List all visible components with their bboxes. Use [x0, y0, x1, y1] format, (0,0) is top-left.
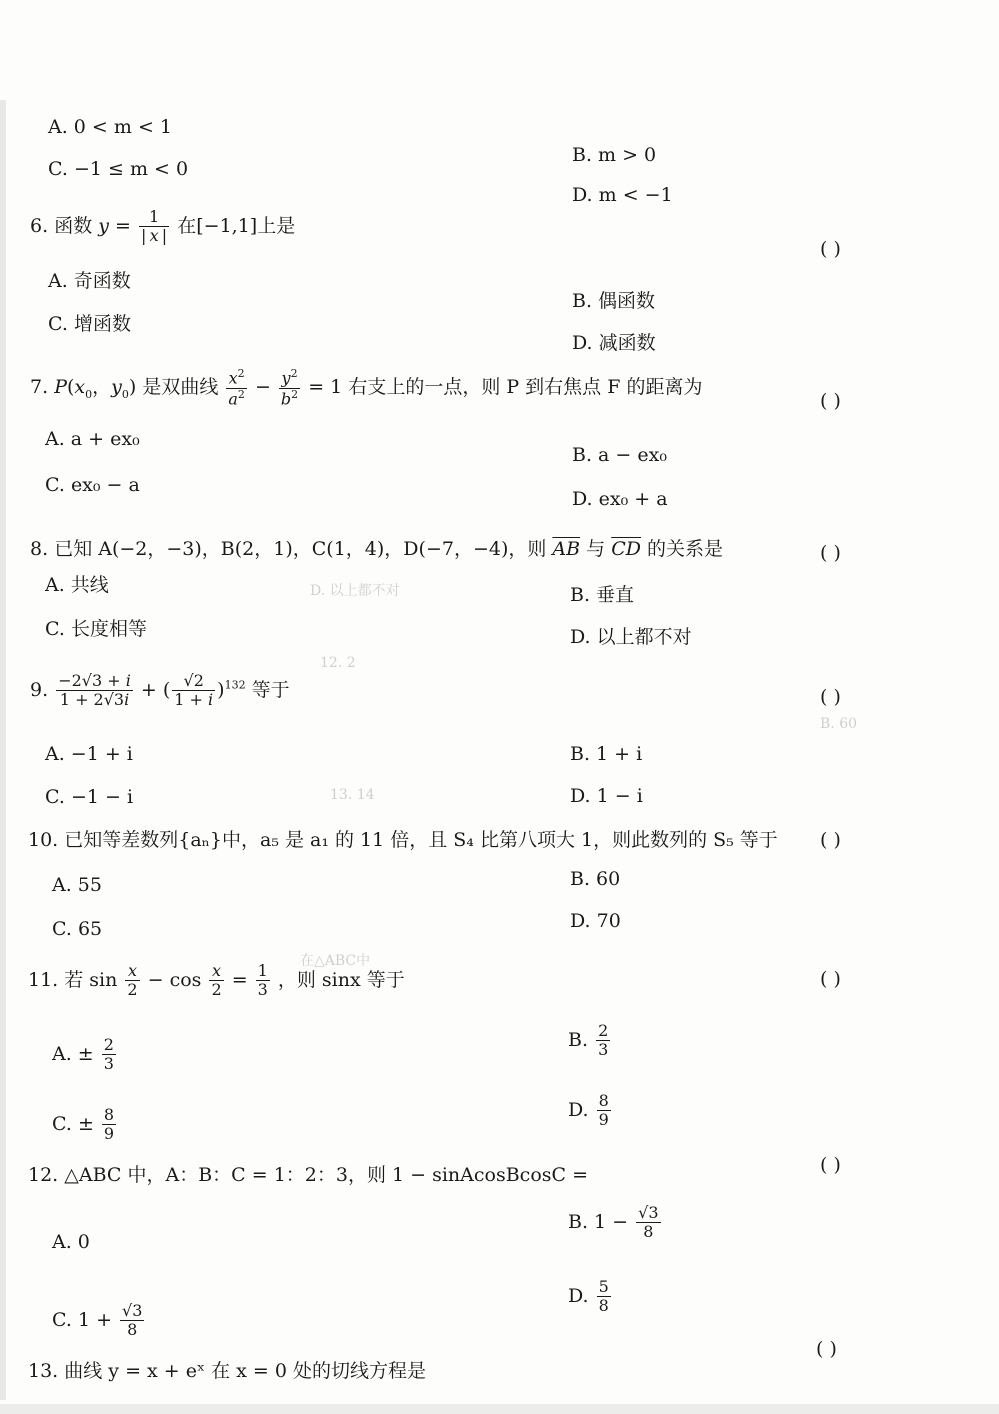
option-c[interactable]: C. 1 + $\frac{√3}{8}$	[52, 1301, 143, 1340]
answer-blank[interactable]: ( )	[820, 542, 841, 564]
answer-blank[interactable]: ( )	[820, 686, 841, 708]
stem: 已知 A(−2，−3)，B(2，1)，C(1，4)，D(−7，−4)，则	[54, 538, 547, 560]
fraction: $\frac{√2}{1 + i}$	[174, 671, 214, 710]
option-a[interactable]: A. ± $\frac{2}{3}$	[52, 1035, 114, 1074]
option-label: C. ±	[52, 1112, 94, 1135]
option-label: D.	[568, 1098, 589, 1121]
option-label: B.	[568, 1028, 589, 1051]
option-b[interactable]: B. 1 − $\frac{√3}{8}$	[568, 1203, 659, 1242]
option-b[interactable]: B. 60	[570, 868, 621, 890]
question-number: 9.	[30, 678, 49, 701]
question-11-stem: 11. 若 sin $\frac{x}{2}$ − cos $\frac{x}{2}$ = $\frac{1}{3}$ ，则 sinx 等于	[28, 961, 405, 1000]
question-number: 8.	[30, 538, 49, 560]
option-label: C. 1 +	[52, 1308, 112, 1331]
stem-post: 在[−1,1]上是	[177, 214, 296, 237]
answer-blank[interactable]: ( )	[816, 1338, 837, 1360]
question-number: 6.	[30, 214, 49, 237]
ghost-text: 在△ABC中	[300, 953, 371, 969]
option-c[interactable]: C. 长度相等	[45, 618, 147, 640]
option-d[interactable]: D. ex₀ + a	[572, 488, 668, 510]
question-number: 13.	[28, 1360, 59, 1382]
stem: 已知等差数列{aₙ}中，a₅ 是 a₁ 的 11 倍，且 S₄ 比第八项大 1，则此数列的 S₅ 等于	[64, 829, 778, 851]
question-10-stem	[28, 831, 778, 850]
ghost-text: B. 60	[820, 716, 858, 732]
option-a[interactable]: A. 共线	[45, 574, 109, 596]
option-b[interactable]: B. 垂直	[570, 584, 635, 606]
answer-blank[interactable]: ( )	[820, 968, 841, 990]
fraction: $\frac{y^2}{b^2}$	[280, 367, 299, 409]
option-label: A. ±	[52, 1042, 94, 1065]
question-7-stem: 7. $P(x_0$，$y_0$) 是双曲线 $\frac{x^2}{a^2}$ − $\frac{y^2}{b^2}$ = 1 右支上的一点，则 P 到右焦点 F 的距离为	[30, 367, 703, 409]
option-c[interactable]: C. −1 ≤ m < 0	[48, 158, 189, 180]
question-number: 7.	[30, 376, 49, 399]
question-number: 12.	[28, 1164, 59, 1186]
option-d[interactable]: D. $\frac{8}{9}$	[568, 1091, 609, 1130]
option-d[interactable]: D. $\frac{5}{8}$	[568, 1277, 609, 1316]
fraction: $\frac{1}{3}$	[257, 961, 268, 1000]
option-label: D.	[568, 1284, 589, 1307]
fraction: $\frac{1}{| x |}$	[140, 207, 168, 246]
option-a[interactable]: A. 0 < m < 1	[48, 116, 172, 138]
option-d[interactable]: D. 以上都不对	[570, 626, 692, 648]
option-c[interactable]: C. 增函数	[48, 313, 131, 335]
option-d[interactable]: D. 减函数	[572, 332, 656, 354]
ghost-text: 13. 14	[330, 787, 375, 803]
fraction: $\frac{-2√3 + i}{1 + 2√3i}$	[58, 671, 131, 710]
option-b[interactable]: B. a − ex₀	[572, 444, 667, 466]
stem-post: 右支上的一点，则 P 到右焦点 F 的距离为	[348, 376, 703, 399]
option-b[interactable]: B. 偶函数	[572, 290, 656, 312]
stem-pre: 函数	[54, 214, 93, 237]
option-a[interactable]: A. 0	[52, 1231, 90, 1253]
page-bottom-edge	[0, 1404, 999, 1414]
stem: △ABC 中，A：B：C = 1：2：3，则 1 − sinAcosBcosC =	[64, 1164, 589, 1186]
fraction: $\frac{x}{2}$	[127, 961, 138, 1000]
question-12-stem	[28, 1166, 588, 1185]
question-number: 10.	[28, 829, 59, 851]
option-c[interactable]: C. −1 − i	[45, 786, 134, 808]
option-d[interactable]: D. 70	[570, 910, 621, 932]
option-b[interactable]: B. $\frac{2}{3}$	[568, 1021, 609, 1060]
ghost-text: 12. 2	[320, 655, 356, 671]
question-8-stem: 8. 已知 A(−2，−3)，B(2，1)，C(1，4)，D(−7，−4)，则 $\overline{AB}$ 与 $\overline{CD}$ 的关系是	[30, 538, 724, 560]
stem-post: 等于	[251, 678, 290, 701]
option-b[interactable]: B. 1 + i	[570, 743, 643, 765]
question-9-stem: 9. $\frac{-2√3 + i}{1 + 2√3i}$ + ( $\frac{√2}{1 + i}$ )$^{132}$ 等于	[30, 671, 290, 710]
question-number: 11.	[28, 968, 59, 991]
ghost-text: D. 以上都不对	[310, 583, 400, 599]
option-label: B. 1 −	[568, 1210, 629, 1233]
option-c[interactable]: C. ex₀ − a	[45, 474, 140, 496]
option-a[interactable]: A. a + ex₀	[45, 428, 140, 450]
option-a[interactable]: A. −1 + i	[45, 743, 133, 765]
answer-blank[interactable]: ( )	[820, 829, 841, 851]
fraction: $\frac{x}{2}$	[211, 961, 222, 1000]
option-c[interactable]: C. ± $\frac{8}{9}$	[52, 1105, 115, 1144]
question-6-stem: 6. 函数 y = $\frac{1}{| x |}$ 在[−1,1]上是	[30, 207, 296, 246]
option-a[interactable]: A. 奇函数	[48, 270, 131, 292]
option-b[interactable]: B. m > 0	[572, 144, 657, 166]
stem-post: 的关系是	[647, 538, 724, 560]
stem-post: ，则 sinx 等于	[277, 968, 405, 991]
answer-blank[interactable]: ( )	[820, 1154, 841, 1176]
stem: 曲线 y = x + eˣ 在 x = 0 处的切线方程是	[64, 1360, 426, 1382]
option-a[interactable]: A. 55	[52, 874, 102, 896]
option-c[interactable]: C. 65	[52, 918, 103, 940]
answer-blank[interactable]: ( )	[820, 238, 841, 260]
answer-blank[interactable]: ( )	[820, 390, 841, 412]
page-edge	[0, 100, 6, 1400]
question-13-stem	[28, 1362, 426, 1381]
option-d[interactable]: D. 1 − i	[570, 785, 643, 807]
option-d[interactable]: D. m < −1	[572, 184, 673, 206]
fraction: $\frac{x^2}{a^2}$	[228, 367, 245, 409]
